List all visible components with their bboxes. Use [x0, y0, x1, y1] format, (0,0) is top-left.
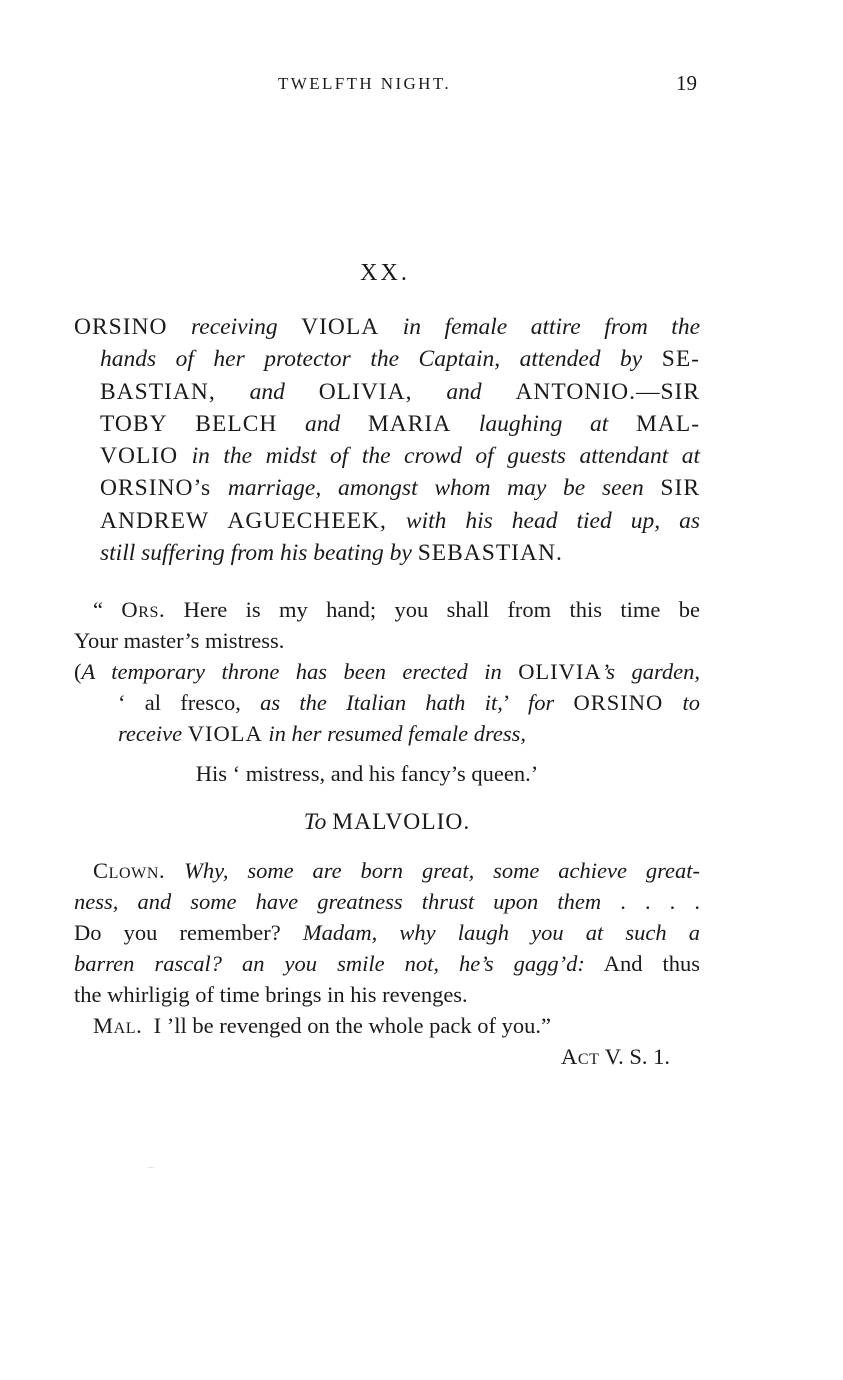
caption-line: BASTIAN, and OLIVIA, and ANTONIO.—SIR: [100, 378, 701, 405]
speaker-name: Ors.: [121, 597, 166, 622]
caption-line: ORSINO receiving VIOLA in female attire from the: [74, 314, 701, 340]
stage-direction-line: (A temporary throne has been erected in OLIVIA’s garden,: [74, 659, 700, 684]
quote-line: His ‘ mistress, and his fancy’s queen.’: [195, 761, 539, 786]
paper-speck: [148, 1167, 154, 1168]
caption-line: VOLIO in the midst of the crowd of guests attendant at: [100, 443, 701, 470]
speech-line: ness, and some have greatness thrust upon them . . . .: [74, 889, 701, 914]
act-scene-citation: Act V. S. 1.: [561, 1044, 670, 1069]
caption-line: ANDREW AGUECHEEK, with his head tied up, as: [100, 507, 700, 534]
section-number: XX.: [360, 260, 410, 286]
quote-line: “ Ors. Here is my hand; you shall from this time be: [93, 597, 700, 622]
caption-line: still suffering from his beating by SEBASTIAN.: [100, 540, 563, 567]
running-title: TWELFTH NIGHT.: [278, 74, 452, 93]
illustration-caption: [74, 311, 700, 569]
quoted-passage: [74, 594, 700, 1072]
speaker-name: Mal.: [93, 1013, 143, 1038]
speech-line: Clown. Why, some are born great, some achieve great-: [93, 858, 700, 883]
caption-line: hands of her protector the Captain, attended by SE-: [100, 346, 700, 373]
speaker-name: Clown.: [93, 858, 166, 883]
stage-direction-line: receive VIOLA in her resumed female dress,: [118, 721, 527, 746]
caption-line: TOBY BELCH and MARIA laughing at MAL-: [100, 410, 701, 437]
caption-line: ORSINO’s marriage, amongst whom may be seen SIR: [100, 475, 700, 502]
speech-line: Do you remember? Madam, why laugh you at such a: [74, 920, 701, 945]
page-number: 19: [676, 71, 697, 95]
speech-line: Mal. I ’ll be revenged on the whole pack of you.”: [93, 1013, 551, 1038]
scene-heading: To MALVOLIO.: [303, 809, 471, 835]
running-head: [0, 71, 843, 102]
quote-line: Your master’s mistress.: [74, 628, 285, 653]
speech-line: the whirligig of time brings in his revenges.: [74, 982, 468, 1007]
speech-line: barren rascal? an you smile not, he’s gagg’d: And thus: [74, 951, 701, 976]
stage-direction-line: ‘ al fresco, as the Italian hath it,’ for ORSINO to: [118, 690, 701, 715]
